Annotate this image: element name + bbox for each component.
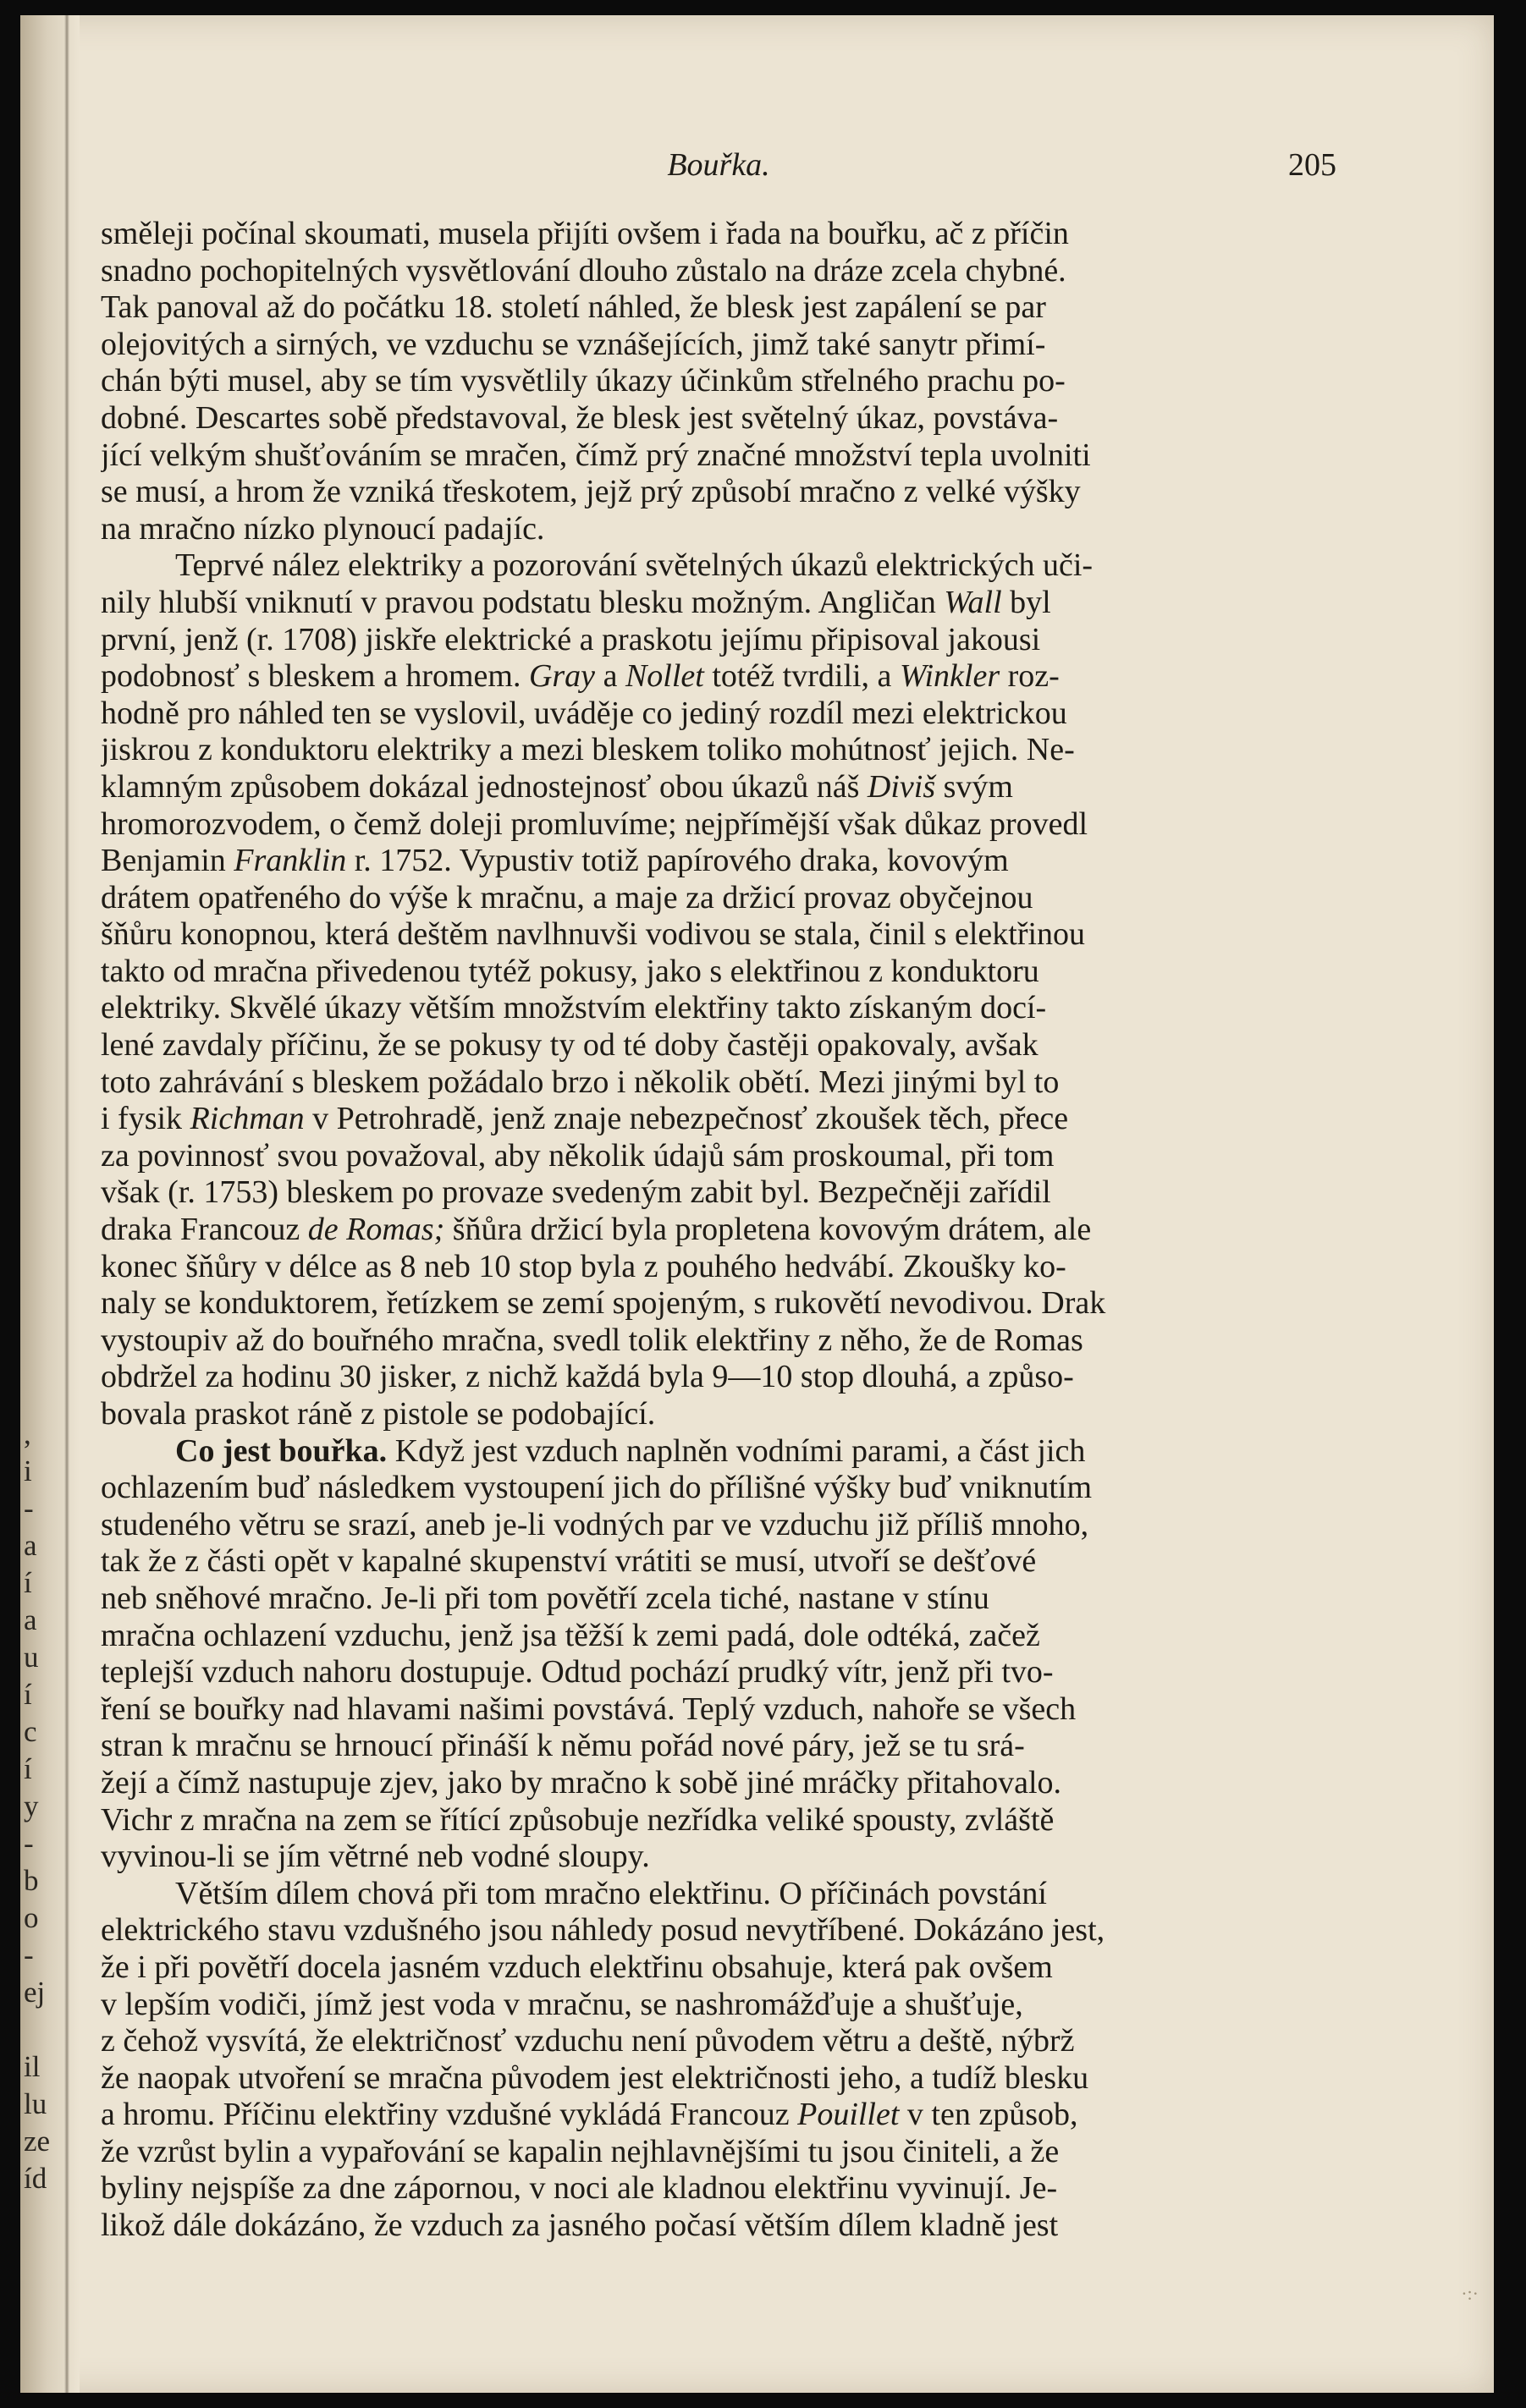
text-line: [101, 1322, 1336, 1360]
text-line: [101, 769, 1336, 806]
text-run: však (r. 1753) bleskem po provaze svedeným zabit byl. Bezpečněji zařídil: [101, 1174, 1051, 1211]
italic-name: Franklin: [234, 843, 347, 879]
text-run: směleji počínal skoumati, musela přijíti ovšem i řada na bouřku, ač z příčin: [101, 216, 1069, 251]
text-run: roz-: [1000, 658, 1060, 695]
text-run: a: [595, 658, 625, 695]
text-run: r. 1752. Vypustiv totiž papírového draka, kovovým: [346, 843, 1009, 879]
text-line: [101, 289, 1336, 327]
text-run: obdržel za hodinu 30 jisker, z nichž každá byla 9—10 stop dlouhá, a způso-: [101, 1359, 1074, 1395]
italic-name: Pouillet: [797, 2097, 900, 2133]
text-run: klamným způsobem dokázal jednostejnosť obou úkazů náš: [101, 768, 868, 805]
bleed-glyph: ze: [24, 2125, 51, 2158]
text-run: a hromu. Příčinu elektřiny vzdušné vykládá Francouz: [101, 2097, 798, 2133]
text-line: [101, 954, 1336, 991]
text-line: [101, 1507, 1336, 1544]
bleed-glyph: c: [24, 1715, 37, 1748]
text-line: [101, 1174, 1336, 1212]
bleed-glyph: y: [24, 1790, 39, 1822]
text-run: mračna ochlazení vzduchu, jenž jsa těžší k zemi padá, dole odtéká, začež: [101, 1617, 1040, 1653]
text-run: Vichr z mračna na zem se řítící způsobuje nezřídka veliké spousty, zvláště: [101, 1801, 1055, 1838]
text-line: [101, 1433, 1336, 1471]
italic-name: de Romas;: [307, 1212, 445, 1248]
italic-name: Gray: [528, 658, 596, 695]
text-run: z čehož vysvítá, že električnosť vzduchu není původem větru a deště, nýbrž: [101, 2023, 1075, 2059]
running-header: [101, 146, 1336, 189]
text-run: Teprvé nález elektriky a pozorování světelných úkazů elektrických uči-: [175, 547, 1094, 584]
text-line: [101, 253, 1336, 290]
page-number: 205: [1288, 147, 1336, 183]
text-line: [101, 990, 1336, 1027]
text-run: totéž tvrdili, a: [703, 658, 900, 695]
text-run: draka Francouz: [101, 1212, 308, 1248]
text-line: [101, 400, 1336, 437]
text-run: v ten způsob,: [899, 2097, 1078, 2133]
bleed-glyph: lu: [24, 2087, 47, 2120]
text-line: [101, 1728, 1336, 1765]
text-run: že vzrůst bylin a vypařování se kapalin nejhlavnějšími tu jsou činiteli, a že: [101, 2133, 1060, 2169]
bleed-glyph: o: [24, 1901, 39, 1934]
text-line: [101, 843, 1336, 880]
text-run: svým: [935, 768, 1013, 805]
body-text: [101, 216, 1336, 2245]
text-line: [101, 1839, 1336, 1876]
bleed-glyph: a: [24, 1603, 37, 1636]
text-line: [101, 2207, 1336, 2245]
text-line: [101, 2170, 1336, 2207]
bleed-glyph: í: [24, 1678, 32, 1711]
text-line: [101, 2060, 1336, 2097]
text-run: dobné. Descartes sobě představoval, že blesk jest světelný úkaz, povstáva-: [101, 399, 1059, 436]
text-run: i fysik: [101, 1101, 190, 1137]
text-line: [101, 363, 1336, 400]
text-line: [101, 1654, 1336, 1691]
text-run: vystoupiv až do bouřného mračna, svedl tolik elektřiny z něho, že de Romas: [101, 1322, 1083, 1358]
text-run: vyvinou-li se jím větrné neb vodné sloupy.: [101, 1839, 650, 1875]
text-run: likož dále dokázáno, že vzduch za jasného počasí větším dílem kladně jest: [101, 2207, 1059, 2244]
text-line: [101, 1138, 1336, 1175]
text-line: [101, 2134, 1336, 2171]
text-line: [101, 880, 1336, 917]
text-run: v lepším vodiči, jímž jest voda v mračnu, se nashromážďuje a shušťuje,: [101, 1986, 1023, 2022]
text-line: [101, 1396, 1336, 1433]
text-run: toto zahrávání s bleskem požádalo brzo i několik obětí. Mezi jinými byl to: [101, 1064, 1060, 1100]
text-line: [101, 1876, 1336, 1913]
bleed-glyph: b: [24, 1864, 39, 1897]
text-run: byl: [1001, 584, 1051, 620]
text-line: [101, 622, 1336, 659]
italic-name: Nollet: [625, 658, 704, 695]
italic-name: Diviš: [867, 768, 936, 805]
text-run: jiskrou z konduktoru elektriky a mezi bleskem toliko mohútnosť jejich. Ne-: [101, 732, 1075, 768]
bleed-glyph: ,: [24, 1417, 31, 1450]
text-line: [101, 1249, 1336, 1286]
text-run: stran k mračnu se hrnoucí přináší k němu pořád nové páry, jež se tu srá-: [101, 1728, 1025, 1764]
text-run: studeného větru se srazí, aneb je-li vodných par ve vzduchu již příliš mnoho,: [101, 1506, 1089, 1542]
running-title: Bouřka.: [667, 147, 770, 183]
text-run: první, jenž (r. 1708) jiskře elektrické a praskotu jejímu připisoval jakousi: [101, 621, 1041, 657]
text-line: [101, 1543, 1336, 1581]
text-run: neb sněhové mračno. Je-li při tom povětří zcela tiché, nastane v stínu: [101, 1580, 989, 1616]
bleed-glyph: a: [24, 1529, 37, 1562]
facing-page-bleed: [24, 1416, 58, 2197]
text-run: že i při povětří docela jasném vzduch elektřinu obsahuje, která pak ovšem: [101, 1949, 1053, 1985]
text-run: na mračno nízko plynoucí padajíc.: [101, 510, 545, 547]
text-line: [101, 806, 1336, 844]
text-line: [101, 1285, 1336, 1322]
text-line: [101, 2023, 1336, 2060]
text-run: Větším dílem chová při tom mračno elektřinu. O příčinách povstání: [175, 1875, 1047, 1911]
text-line: [101, 1212, 1336, 1249]
bold-heading: Co jest bouřka.: [175, 1432, 388, 1469]
text-run: lené zavdaly příčinu, že se pokusy ty od té doby častěji opakovaly, avšak: [101, 1027, 1038, 1064]
text-run: elektrického stavu vzdušného jsou náhledy posud nevytříbené. Dokázáno jest,: [101, 1912, 1105, 1949]
text-run: chán býti musel, aby se tím vysvětlily úkazy účinkům střelného prachu po-: [101, 363, 1066, 399]
text-line: [101, 437, 1336, 475]
text-run: žejí a čímž nastupuje zjev, jako by mračno k sobě jiné mráčky přitahovalo.: [101, 1764, 1062, 1801]
text-line: [101, 1064, 1336, 1102]
bleed-glyph: -: [24, 1938, 34, 1971]
text-run: tak že z části opět v kapalné skupenství vrátiti se musí, utvoří se dešťové: [101, 1543, 1037, 1580]
text-line: [101, 1581, 1336, 1618]
text-run: olejovitých a sirných, ve vzduchu se vznášejících, jimž také sanytr přimí-: [101, 326, 1046, 362]
bleed-glyph: í: [24, 1566, 32, 1599]
bleed-glyph: í: [24, 1752, 32, 1785]
text-line: [101, 2097, 1336, 2134]
text-run: Když jest vzduch naplněn vodními parami, a část jich: [387, 1432, 1086, 1469]
text-line: [101, 695, 1336, 733]
italic-name: Winkler: [899, 658, 1000, 695]
text-run: naly se konduktorem, řetízkem se zemí spojeným, s rukovětí nevodivou. Drak: [101, 1285, 1106, 1322]
text-line: [101, 1027, 1336, 1064]
bleed-glyph: u: [24, 1641, 39, 1674]
paper-speck: ·:·: [1461, 2283, 1479, 2304]
text-run: šňůru konopnou, která deštěm navlhnuvši vodivou se stala, činil s elektřinou: [101, 916, 1086, 953]
bleed-glyph: i: [24, 1454, 32, 1487]
text-run: elektriky. Skvělé úkazy větším množstvím elektřiny takto získaným docí-: [101, 990, 1047, 1026]
text-line: [101, 1949, 1336, 1987]
text-run: za povinnosť svou považoval, aby několik údajů sám proskoumal, při tom: [101, 1137, 1055, 1174]
text-line: [101, 1101, 1336, 1138]
text-run: hodně pro náhled ten se vyslovil, uváděje co jediný rozdíl mezi elektrickou: [101, 695, 1067, 731]
text-run: že naopak utvoření se mračna původem jest električnosti jeho, a tudíž blesku: [101, 2059, 1089, 2096]
text-line: [101, 1359, 1336, 1396]
bleed-glyph: [24, 2011, 58, 2048]
text-run: hromorozvodem, o čemž doleji promluvíme; nejpřímější však důkaz provedl: [101, 805, 1088, 842]
text-line: [101, 327, 1336, 364]
text-line: [101, 511, 1336, 548]
text-line: [101, 1802, 1336, 1839]
text-run: takto od mračna přivedenou tytéž pokusy, jako s elektřinou z konduktoru: [101, 953, 1039, 989]
text-line: [101, 547, 1336, 585]
text-run: jící velkým shušťováním se mračen, čímž prý značné množství tepla uvolniti: [101, 437, 1091, 473]
text-line: [101, 585, 1336, 622]
text-run: teplejší vzduch nahoru dostupuje. Odtud pochází prudký vítr, jenž při tvo-: [101, 1654, 1054, 1691]
bleed-glyph: íd: [24, 2162, 47, 2195]
text-run: v Petrohradě, jenž znaje nebezpečnosť zkoušek těch, přece: [304, 1101, 1069, 1137]
text-run: ochlazením buď následkem vystoupení jich do přílišné výšky buď vniknutím: [101, 1470, 1093, 1506]
text-line: [101, 732, 1336, 769]
text-run: se musí, a hrom že vzniká třeskotem, jejž prý způsobí mračno z velké výšky: [101, 474, 1081, 510]
text-run: nily hlubší vniknutí v pravou podstatu blesku možným. Angličan: [101, 584, 945, 620]
text-line: [101, 1691, 1336, 1729]
text-run: podobnosť s bleskem a hromem.: [101, 658, 529, 695]
text-line: [101, 1470, 1336, 1507]
text-run: snadno pochopitelných vysvětlování dlouho zůstalo na dráze zcela chybné.: [101, 252, 1066, 289]
text-run: ření se bouřky nad hlavami našimi povstává. Teplý vzduch, nahoře se všech: [101, 1691, 1077, 1727]
text-line: [101, 1912, 1336, 1949]
text-run: Benjamin: [101, 843, 234, 879]
text-run: šňůra držicí byla propletena kovovým drátem, ale: [444, 1212, 1092, 1248]
text-run: bovala praskot ráně z pistole se podobající.: [101, 1396, 656, 1432]
text-line: [101, 1618, 1336, 1655]
bleed-glyph: il: [24, 2050, 41, 2083]
text-run: Tak panoval až do počátku 18. století náhled, že blesk jest zapálení se par: [101, 289, 1046, 326]
text-run: konec šňůry v délce as 8 neb 10 stop byla z pouhého hedvábí. Zkoušky ko-: [101, 1248, 1066, 1284]
text-run: byliny nejspíše za dne zápornou, v noci ale kladnou elektřinu vyvinují. Je-: [101, 2170, 1058, 2207]
bleed-glyph: -: [24, 1827, 34, 1860]
text-line: [101, 658, 1336, 695]
text-line: [101, 474, 1336, 511]
book-page: [20, 15, 1494, 2393]
spine-shadow: [64, 15, 69, 2393]
italic-name: Richman: [190, 1101, 305, 1137]
text-line: [101, 1765, 1336, 1802]
bleed-glyph: -: [24, 1492, 34, 1525]
text-line: [101, 1987, 1336, 2024]
italic-name: Wall: [944, 584, 1002, 620]
bleed-glyph: ej: [24, 1976, 46, 2009]
text-run: drátem opatřeného do výše k mračnu, a maje za držicí provaz obyčejnou: [101, 879, 1033, 915]
text-line: [101, 216, 1336, 253]
text-line: [101, 916, 1336, 954]
